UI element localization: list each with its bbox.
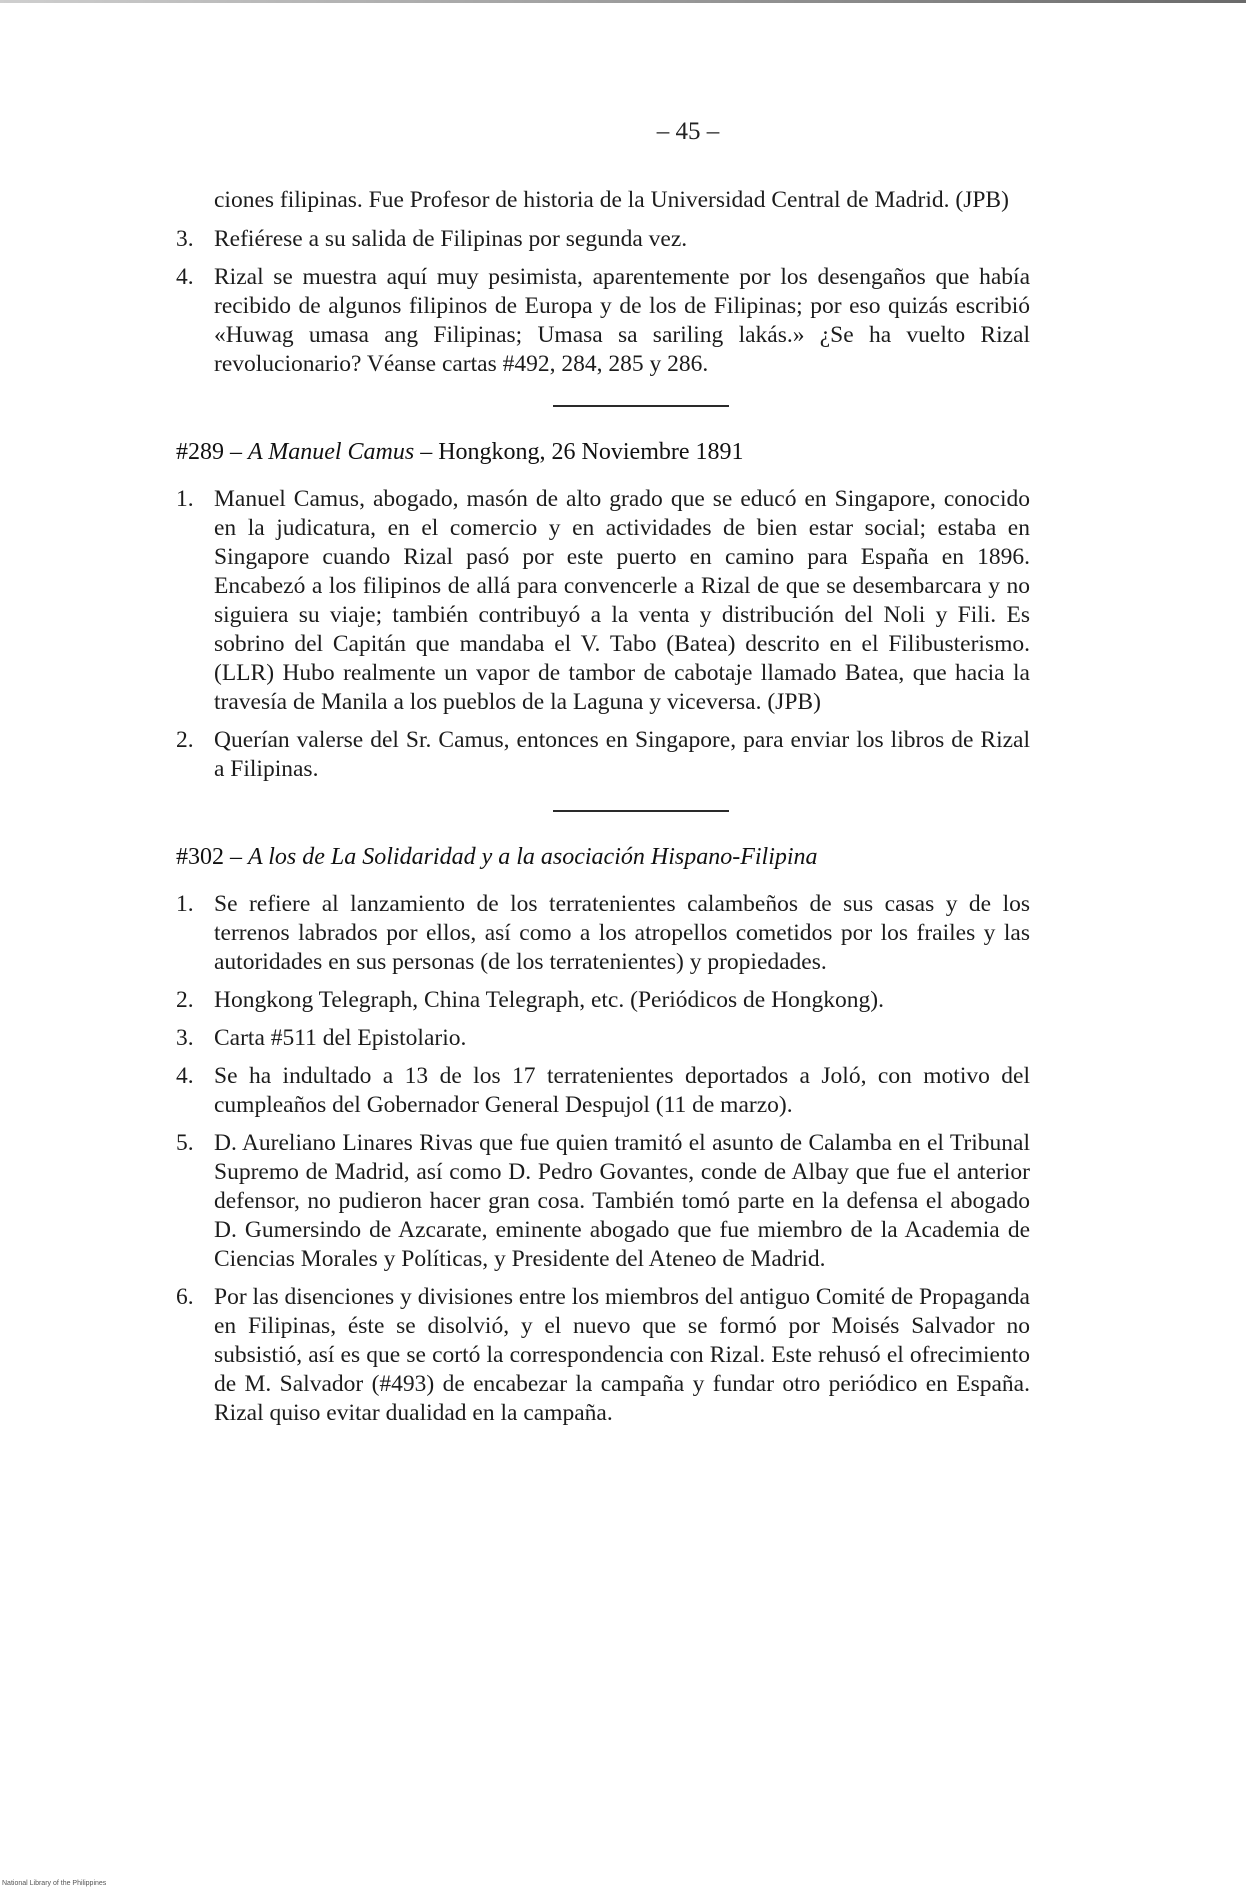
- page-number: – 45 –: [656, 118, 720, 145]
- intro-notes: [176, 225, 1030, 379]
- list-item: 6. Por las disenciones y divisiones entre los miembros del antiguo Comité de Propaganda en Filipinas, éste se disolvió, y el nuevo que se formó por Moisés Salvador no subsistió, así es que se cortó la correspondencia con Rizal. Este rehusó el ofrecimiento de M. Salvador (#493) de encabezar la campaña y fundar otro periódico en España. Rizal quiso evitar dualidad en la campaña.: [176, 1284, 1030, 1426]
- section-302-heading: [176, 842, 1030, 872]
- scan-edge: [0, 0, 1246, 3]
- section-recipient: A Manuel Camus: [248, 439, 415, 465]
- section-302-notes: [176, 890, 1030, 1428]
- section-289-notes: [176, 485, 1030, 784]
- list-item: 1. Se refiere al lanzamiento de los terratenientes calambeños de sus casas y de los terrenos labrados por ellos, así como a los atropellos cometidos por los frailes y las autoridades en sus personas (de los terratenientes) y propiedades.: [176, 891, 1030, 975]
- section-number: #302 –: [176, 844, 242, 870]
- list-item: 4. Rizal se muestra aquí muy pesimista, aparentemente por los desengaños que había recibido de algunos filipinos de Europa y de los de Filipinas; por eso quizás escribió «Huwag umasa ang Filipinas; Umasa sa sariling lakás.» ¿Se ha vuelto Rizal revolucionario? Véanse cartas #492, 284, 285 y 286.: [176, 264, 1030, 377]
- list-item: 2. Querían valerse del Sr. Camus, entonces en Singapore, para enviar los libros de Rizal a Filipinas.: [176, 727, 1030, 782]
- list-item: 4. Se ha indultado a 13 de los 17 terratenientes deportados a Joló, con motivo del cumpleaños del Gobernador General Despujol (11 de marzo).: [176, 1063, 1030, 1118]
- list-item: 5. D. Aureliano Linares Rivas que fue quien tramitó el asunto de Calamba en el Tribunal Supremo de Madrid, así como D. Pedro Govantes, conde de Albay que fue el anterior defensor, no pudieron hacer gran cosa. También tomó parte en la defensa el abogado D. Gumersindo de Azcarate, eminente abogado que fue miembro de la Academia de Ciencias Morales y Políticas, y Presidente del Ateneo de Madrid.: [176, 1130, 1030, 1272]
- list-item: 2. Hongkong Telegraph, China Telegraph, etc. (Periódicos de Hongkong).: [176, 987, 885, 1013]
- section-number: #289 –: [176, 439, 242, 465]
- list-item: 3. Refiérese a su salida de Filipinas por segunda vez.: [176, 226, 688, 252]
- intro-paragraph: ciones filipinas. Fue Profesor de historia de la Universidad Central de Madrid. (JPB): [214, 187, 1009, 213]
- section-289-heading: [176, 437, 1030, 467]
- document-page: [176, 118, 1030, 1437]
- section-divider: [553, 810, 729, 812]
- section-recipient: A los de La Solidaridad y a la asociación Hispano-Filipina: [248, 844, 818, 870]
- scan-credit: National Library of the Philippines: [2, 1880, 107, 1887]
- section-place-date: – Hongkong, 26 Noviembre 1891: [420, 439, 744, 465]
- section-divider: [553, 405, 729, 407]
- list-item: 3. Carta #511 del Epistolario.: [176, 1025, 467, 1051]
- list-item: 1. Manuel Camus, abogado, masón de alto grado que se educó en Singapore, conocido en la judicatura, en el comercio y en actividades de bien estar social; estaba en Singapore cuando Rizal pasó por este puerto en camino para España en 1896. Encabezó a los filipinos de allá para convencerle a Rizal de que se desembarcara y no siguiera su viaje; también contribuyó a la venta y distribución del Noli y Fili. Es sobrino del Capitán que mandaba el V. Tabo (Batea) descrito en el Filibusterismo. (LLR) Hubo realmente un vapor de tambor de cabotaje llamado Batea, que hacia la travesía de Manila a los pueblos de la Laguna y viceversa. (JPB): [176, 486, 1030, 715]
